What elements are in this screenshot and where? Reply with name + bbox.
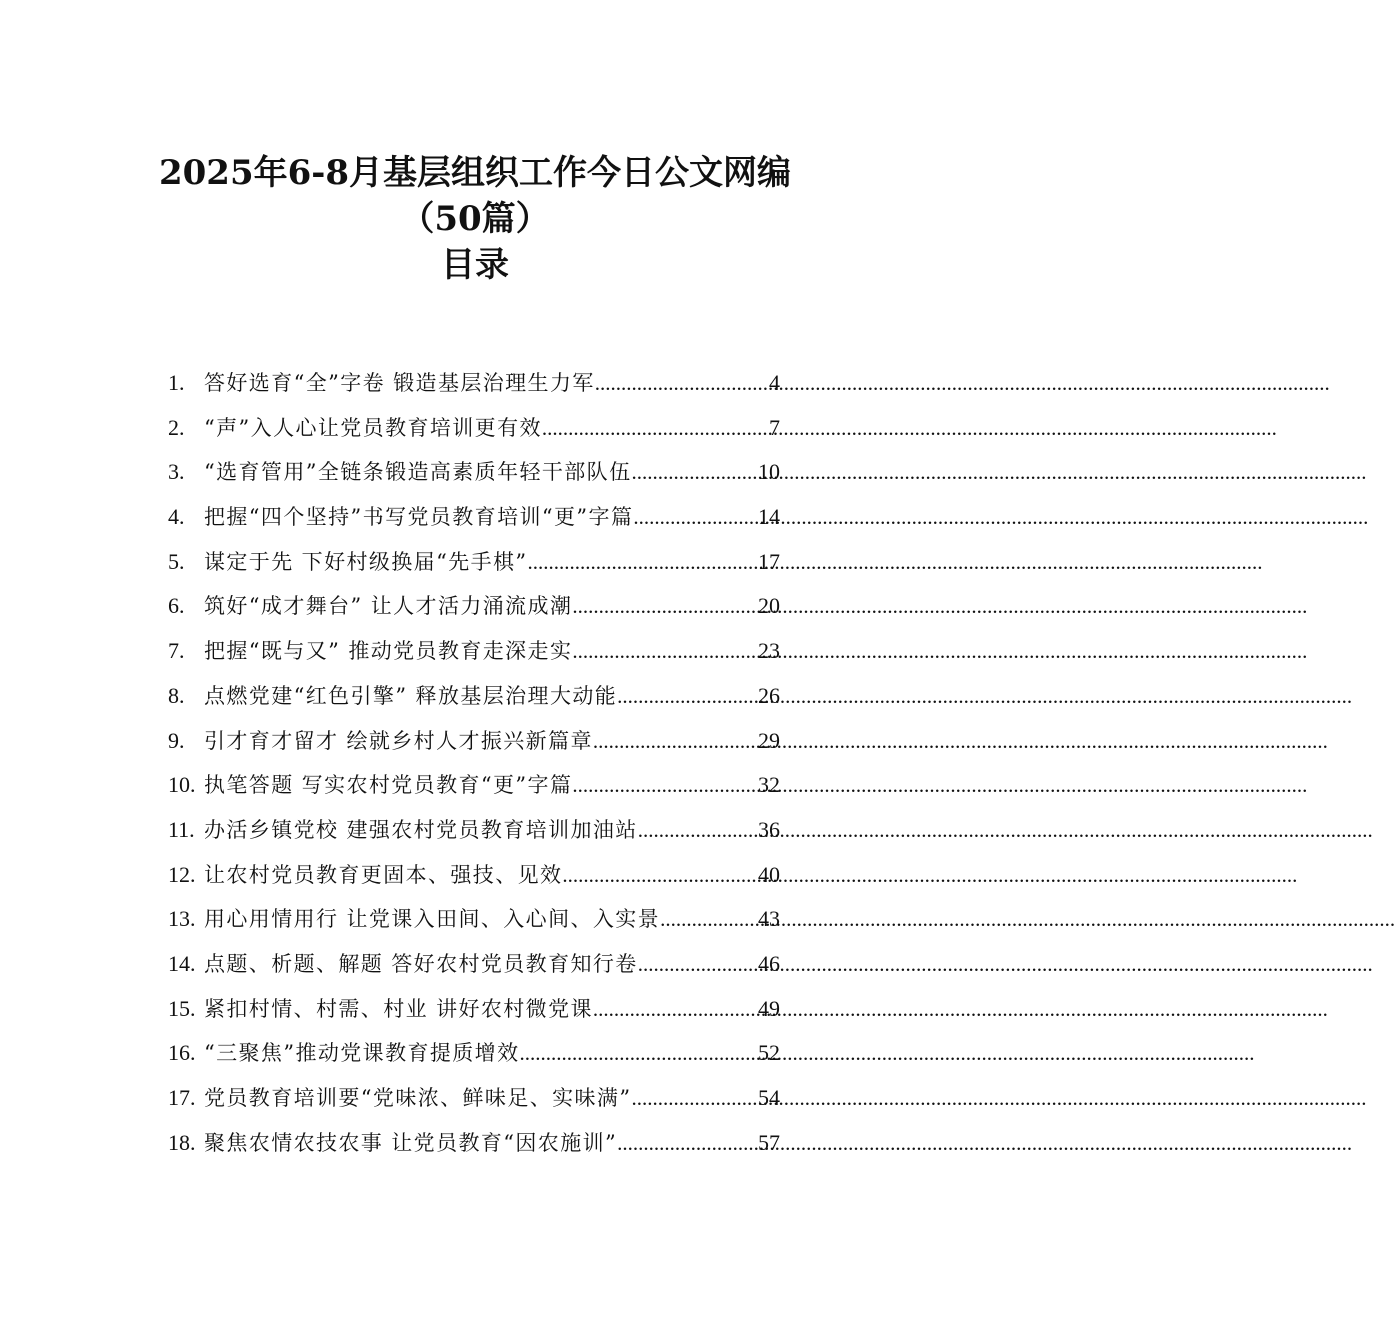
toc-entry-number: 6. [168,593,185,619]
toc-entry[interactable] [168,987,780,1032]
toc-entry-title[interactable]: 答好选育“全”字卷 锻造基层治理生力军 [204,371,595,395]
toc-entry[interactable] [168,853,780,898]
toc-entry-leader-dots [638,942,758,987]
toc-entry-leader-dots [593,719,758,764]
toc-entry-leader-dots [633,495,758,540]
toc-entry-leader-dots [638,808,758,853]
toc-entry-number: 12. [168,861,196,887]
toc-entry-page-number: 26 [758,682,780,708]
toc-entry-leader-dots [542,406,769,451]
toc-entry-leader-dots [617,674,758,719]
toc-entry-title[interactable]: 聚焦农情农技农事 让党员教育“因农施训” [204,1130,618,1155]
toc-entry-title[interactable]: 执笔答题 写实农村党员教育“更”字篇 [204,773,573,798]
toc-entry-page-number: 49 [758,995,780,1021]
toc-entry[interactable] [168,674,780,719]
toc-entry-page-number: 54 [758,1085,780,1110]
toc-entry[interactable] [168,763,780,808]
toc-entry[interactable] [168,1121,780,1166]
toc-entry-page-number: 23 [758,638,780,664]
toc-entry-title[interactable]: 紧扣村情、村需、村业 讲好农村微党课 [204,996,593,1021]
toc-entry[interactable] [168,1031,780,1076]
toc-entry[interactable] [168,495,780,540]
toc-entry-title[interactable]: 用心用情用行 让党课入田间、入心间、入实景 [204,907,661,932]
document-title [0,150,950,288]
toc-entry-number: 16. [168,1040,196,1066]
toc-entry-leader-dots [660,897,758,942]
toc-entry-title[interactable]: 办活乡镇党校 建强农村党员教育培训加油站 [204,817,638,842]
toc-entry-number: 18. [168,1129,196,1155]
toc-entry-page-number: 46 [758,950,780,976]
toc-entry-page-number: 52 [758,1040,780,1066]
toc-entry-page-number: 43 [758,906,780,932]
toc-entry-number: 13. [168,906,196,932]
toc-entry[interactable] [168,942,780,987]
toc-entry-number: 7. [168,638,185,664]
toc-entry-number: 10. [168,772,196,798]
toc-entry[interactable] [168,540,780,585]
toc-entry[interactable] [168,584,780,629]
table-of-contents [168,361,780,1165]
toc-entry-title[interactable]: 把握“既与又” 推动党员教育走深走实 [204,639,573,664]
toc-entry-leader-dots [519,1031,758,1076]
toc-entry-leader-dots [572,629,758,674]
toc-entry-leader-dots [631,450,758,495]
toc-entry-title[interactable]: 引才育才留才 绘就乡村人才振兴新篇章 [204,728,593,753]
toc-entry-number: 4. [168,504,185,530]
toc-entry-number: 15. [168,995,196,1021]
toc-entry-page-number: 40 [758,861,780,887]
toc-entry[interactable] [168,719,780,764]
toc-entry[interactable] [168,1076,780,1121]
toc-entry-leader-dots [595,361,769,406]
toc-entry-title[interactable]: 党员教育培训要“党味浓、鲜味足、实味满” [204,1086,632,1110]
toc-entry-title[interactable]: 点题、析题、解题 答好农村党员教育知行卷 [204,951,638,976]
toc-entry-leader-dots [528,540,758,585]
toc-entry-page-number: 7 [769,414,780,440]
toc-entry-page-number: 29 [758,727,780,753]
toc-entry-title[interactable]: “三聚焦”推动党课教育提质增效 [204,1041,520,1066]
toc-entry-number: 1. [168,370,185,395]
toc-entry-number: 14. [168,950,196,976]
toc-entry-page-number: 57 [758,1129,780,1155]
toc-entry-page-number: 10 [758,459,780,485]
title-line-main: 2025年6-8月基层组织工作今日公文网编 [158,153,792,193]
toc-entry-number: 17. [168,1085,196,1110]
toc-entry-leader-dots [593,987,758,1032]
toc-entry-leader-dots [572,763,758,808]
toc-entry-page-number: 14 [758,504,780,530]
toc-entry-leader-dots [572,584,758,629]
toc-entry[interactable] [168,406,780,451]
toc-entry[interactable] [168,897,780,942]
toc-entry-leader-dots [631,1076,758,1121]
toc-entry-title[interactable]: “选育管用”全链条锻造高素质年轻干部队伍 [204,460,632,485]
toc-entry-page-number: 36 [758,816,780,842]
toc-entry[interactable] [168,361,780,406]
toc-entry-title[interactable]: 点燃党建“红色引擎” 释放基层治理大动能 [204,683,618,708]
toc-entry-page-number: 4 [769,370,780,395]
toc-entry-number: 2. [168,414,185,440]
toc-entry-leader-dots [617,1121,758,1166]
toc-entry-leader-dots [562,853,758,898]
toc-entry-page-number: 17 [758,548,780,574]
toc-entry-title[interactable]: 让农村党员教育更固本、强技、见效 [204,862,563,887]
toc-entry[interactable] [168,450,780,495]
toc-entry-title[interactable]: “声”入人心让党员教育培训更有效 [204,415,542,440]
toc-entry-title[interactable]: 筑好“成才舞台” 让人才活力涌流成潮 [204,594,573,619]
toc-entry-page-number: 32 [758,772,780,798]
toc-entry-number: 5. [168,548,185,574]
toc-entry-number: 9. [168,727,185,753]
title-line-count: （50篇） [400,199,550,239]
title-line-contents: 目录 [441,245,509,285]
toc-entry-title[interactable]: 谋定于先 下好村级换届“先手棋” [204,549,528,574]
toc-entry[interactable] [168,808,780,853]
toc-entry-number: 8. [168,682,185,708]
toc-entry-number: 11. [168,816,195,842]
toc-entry[interactable] [168,629,780,674]
toc-entry-page-number: 20 [758,593,780,619]
toc-entry-number: 3. [168,459,185,485]
toc-entry-title[interactable]: 把握“四个坚持”书写党员教育培训“更”字篇 [204,505,634,530]
